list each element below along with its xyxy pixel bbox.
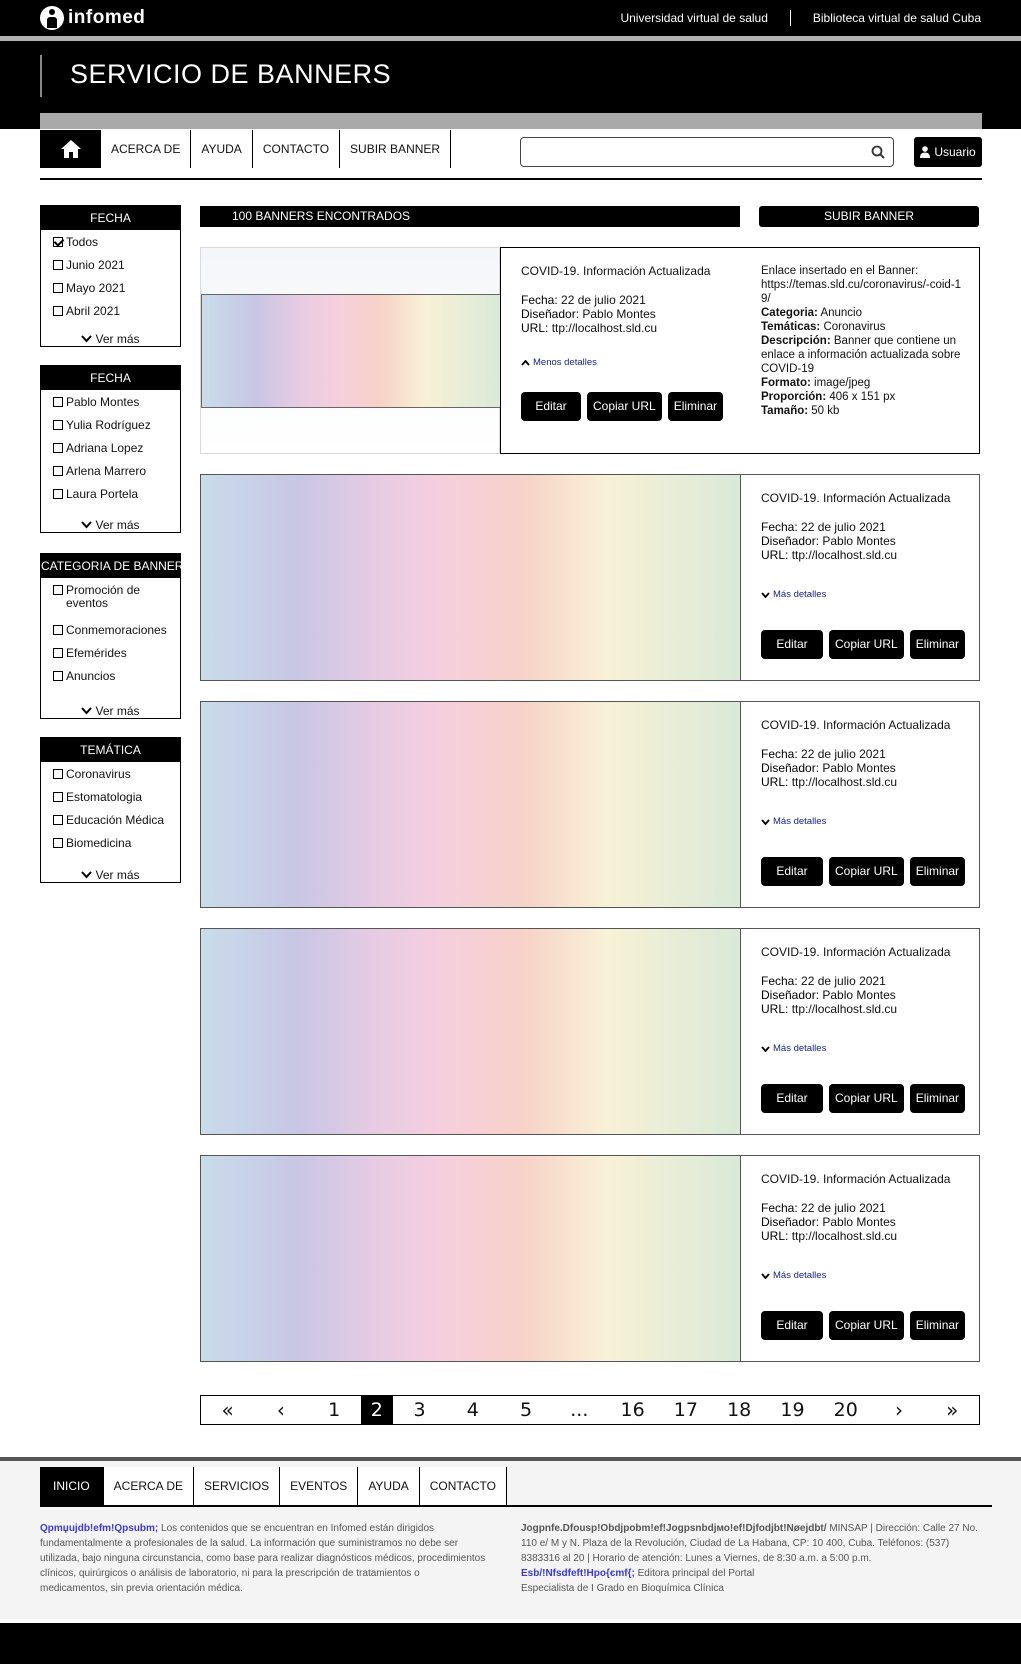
- checkbox[interactable]: [53, 625, 63, 635]
- filter-option[interactable]: [53, 814, 180, 827]
- meta-label: Diseñador:: [761, 534, 820, 548]
- user-icon: [920, 146, 930, 158]
- filter-option-label: Estomatologia: [66, 790, 143, 804]
- page-title: SERVICIO DE BANNERS: [70, 59, 392, 89]
- copy-url-button[interactable]: Copiar URL: [829, 630, 904, 659]
- filter-disenador: [40, 365, 181, 533]
- banner-link[interactable]: https://temas.sld.cu/coronavirus/-coid-19/: [761, 279, 962, 305]
- banner-title: COVID-19. Información Actualizada: [761, 945, 951, 959]
- chevron-down-icon: [81, 521, 92, 529]
- checkbox[interactable]: [53, 648, 63, 658]
- meta-label: Formato:: [761, 377, 811, 389]
- toggle-label: Menos detalles: [533, 357, 597, 368]
- meta-value: image/jpeg: [814, 377, 871, 389]
- filter-option-label: Efemérides: [66, 646, 127, 660]
- banner-preview-area: [200, 247, 500, 454]
- chevron-down-icon: [761, 1273, 770, 1279]
- banner-image[interactable]: [201, 929, 741, 1134]
- home-icon: [60, 139, 82, 159]
- filter-option-label: Anuncios: [66, 669, 116, 683]
- prev-page-button[interactable]: ‹: [276, 1398, 285, 1422]
- filter-option-label: Pablo Montes: [66, 395, 140, 409]
- footer-nav-eventos[interactable]: EVENTOS: [280, 1467, 358, 1505]
- meta-label: Tamaño:: [761, 405, 809, 417]
- infomed-logo[interactable]: [40, 5, 145, 31]
- link-universidad-virtual[interactable]: Universidad virtual de salud: [620, 11, 768, 25]
- filter-option-label: Mayo 2021: [66, 281, 126, 295]
- meta-label: URL:: [761, 1002, 789, 1016]
- meta-label: Fecha:: [521, 293, 558, 307]
- less-details-toggle[interactable]: [521, 357, 731, 368]
- filter-option-label: Todos: [66, 235, 99, 249]
- banner-actions: [761, 857, 965, 886]
- meta-label: Temáticas:: [761, 321, 821, 333]
- chevron-down-icon: [761, 819, 770, 825]
- edit-button[interactable]: Editar: [761, 857, 823, 886]
- filter-tematica: [40, 737, 181, 883]
- banner-details: [500, 247, 980, 454]
- chevron-down-icon: [761, 592, 770, 598]
- page-button[interactable]: 16: [620, 1399, 645, 1421]
- nav-ayuda[interactable]: AYUDA: [191, 130, 252, 168]
- first-page-button[interactable]: «: [221, 1398, 234, 1422]
- page-button[interactable]: 1: [328, 1399, 341, 1421]
- meta-value: 50 kb: [811, 405, 840, 417]
- banner-title: COVID-19. Información Actualizada: [761, 491, 951, 505]
- delete-button[interactable]: Eliminar: [910, 857, 965, 886]
- hero-strip: [40, 113, 982, 129]
- page-button[interactable]: 3: [413, 1399, 426, 1421]
- meta-value: 22 de julio 2021: [801, 1201, 886, 1215]
- meta-value: Pablo Montes: [822, 988, 896, 1002]
- more-details-toggle[interactable]: [761, 1043, 826, 1054]
- footer-nav-ayuda[interactable]: AYUDA: [358, 1467, 419, 1505]
- meta-label: Fecha:: [761, 974, 798, 988]
- footer-nav-acerca-de[interactable]: ACERCA DE: [104, 1467, 194, 1505]
- upload-banner-button[interactable]: SUBIR BANNER: [759, 206, 979, 227]
- banner-image[interactable]: [201, 475, 741, 680]
- link-biblioteca-virtual[interactable]: Biblioteca virtual de salud Cuba: [812, 11, 981, 25]
- nav-contacto[interactable]: CONTACTO: [253, 130, 340, 168]
- checkbox[interactable]: [53, 420, 63, 430]
- filter-option[interactable]: [53, 465, 180, 478]
- checkbox[interactable]: [53, 466, 63, 476]
- meta-value: ttp://localhost.sld.cu: [791, 1229, 898, 1243]
- meta-value: Pablo Montes: [582, 307, 656, 321]
- chevron-up-icon: [521, 360, 530, 366]
- footer-editor-text: Editora principal del Portal: [637, 1568, 755, 1579]
- meta-label: Fecha:: [761, 520, 798, 534]
- meta-label: URL:: [761, 1229, 789, 1243]
- checkbox[interactable]: [53, 260, 63, 270]
- ver-mas-link[interactable]: [41, 867, 180, 882]
- page-button-current[interactable]: 2: [361, 1396, 393, 1424]
- chevron-down-icon: [81, 871, 92, 879]
- filter-option[interactable]: [53, 396, 180, 409]
- filter-option[interactable]: [53, 488, 180, 501]
- checkbox[interactable]: [53, 283, 63, 293]
- meta-value: ttp://localhost.sld.cu: [791, 1002, 898, 1016]
- delete-button[interactable]: Eliminar: [910, 1311, 965, 1340]
- page-button[interactable]: 17: [673, 1399, 698, 1421]
- checkbox[interactable]: [53, 585, 63, 595]
- banner-actions: [761, 1311, 965, 1340]
- checkbox[interactable]: [53, 769, 63, 779]
- meta-value: 22 de julio 2021: [801, 747, 886, 761]
- filter-option[interactable]: [53, 282, 180, 295]
- meta-label: URL:: [521, 321, 549, 335]
- copy-url-button[interactable]: Copiar URL: [829, 1311, 904, 1340]
- user-button-label: Usuario: [934, 145, 976, 159]
- checkbox[interactable]: [53, 443, 63, 453]
- meta-label: Descripción:: [761, 335, 831, 347]
- copy-url-button[interactable]: Copiar URL: [587, 392, 662, 421]
- banner-info: [761, 945, 971, 1016]
- banner-extra-details: [761, 264, 966, 418]
- banner-info: [761, 1172, 971, 1243]
- meta-label: Categoria:: [761, 307, 818, 319]
- meta-label: Diseñador:: [761, 988, 820, 1002]
- title-accent-bar: [40, 55, 42, 97]
- copy-url-button[interactable]: Copiar URL: [829, 857, 904, 886]
- banner-actions: [761, 630, 965, 659]
- edit-button[interactable]: Editar: [761, 1311, 823, 1340]
- meta-value: Pablo Montes: [822, 761, 896, 775]
- pagination: [200, 1395, 980, 1425]
- footer-editor-title: Esb/!Nfsdfeft!Hpo{єmf{;: [521, 1568, 635, 1579]
- ver-mas-label: Ver más: [95, 517, 140, 532]
- filter-option[interactable]: [53, 236, 180, 249]
- page-button[interactable]: 20: [833, 1399, 858, 1421]
- meta-label: Enlace insertado en el Banner:: [761, 265, 919, 277]
- meta-value: Pablo Montes: [822, 1215, 896, 1229]
- page-button[interactable]: 5: [520, 1399, 533, 1421]
- checkbox[interactable]: [53, 792, 63, 802]
- next-page-button[interactable]: ›: [895, 1398, 904, 1422]
- meta-value: ttp://localhost.sld.cu: [791, 775, 898, 789]
- nav-acerca-de[interactable]: ACERCA DE: [101, 130, 191, 168]
- filter-title: TEMÁTICA: [41, 738, 180, 762]
- filter-option-label: Junio 2021: [66, 258, 125, 272]
- edit-button[interactable]: Editar: [761, 1084, 823, 1113]
- banner-card: [200, 701, 980, 908]
- page-ellipsis: ...: [570, 1399, 589, 1421]
- meta-label: Proporción:: [761, 391, 827, 403]
- banner-meta: [761, 974, 971, 1016]
- banner-card-expanded: [200, 247, 980, 454]
- delete-button[interactable]: Eliminar: [910, 1084, 965, 1113]
- ver-mas-link[interactable]: [41, 331, 180, 346]
- chevron-down-icon: [81, 335, 92, 343]
- filter-option-label: Biomedicina: [66, 836, 132, 850]
- top-bar: [0, 0, 1021, 36]
- top-links: [620, 10, 981, 26]
- more-details-toggle[interactable]: [761, 589, 826, 600]
- filter-option[interactable]: [53, 584, 180, 610]
- ver-mas-label: Ver más: [95, 867, 140, 882]
- disclaimer-title: Qpmџujdb!efm!Qpsubm;: [40, 1523, 159, 1534]
- filter-fecha: [40, 205, 181, 347]
- meta-value: Coronavirus: [823, 321, 886, 333]
- main-navbar: [40, 130, 982, 180]
- ver-mas-link[interactable]: [41, 703, 180, 718]
- toggle-label: Más detalles: [773, 589, 827, 600]
- last-page-button[interactable]: »: [946, 1398, 959, 1422]
- meta-value: ttp://localhost.sld.cu: [791, 548, 898, 562]
- filter-option[interactable]: [53, 768, 180, 781]
- footer-nav-inicio[interactable]: INICIO: [40, 1467, 104, 1505]
- search-input[interactable]: [520, 137, 894, 167]
- banner-image[interactable]: [201, 294, 501, 408]
- meta-label: Diseñador:: [761, 761, 820, 775]
- meta-value: 406 x 151 px: [829, 391, 896, 403]
- delete-button[interactable]: Eliminar: [910, 630, 965, 659]
- meta-label: URL:: [761, 548, 789, 562]
- copy-url-button[interactable]: Copiar URL: [829, 1084, 904, 1113]
- meta-label: Fecha:: [761, 747, 798, 761]
- filter-option[interactable]: [53, 791, 180, 804]
- user-button[interactable]: [914, 137, 982, 167]
- filter-title: FECHA: [41, 366, 180, 390]
- ver-mas-link[interactable]: [41, 517, 180, 532]
- toggle-label: Más detalles: [773, 816, 827, 827]
- disclaimer-text: Los contenidos que se encuentran en Infomed están dirigidos fundamentalmente a profesionales de la salud. La información que suministramos no debe ser utilizada, bajo ninguna circunstancia, como base para realizar diagnósticos médicos, procedimientos clínicos, quirúrgicos o análisis de laboratorio, ni para la prescripción de tratamientos o medicamentos, sin previa orientación médica.: [40, 1523, 486, 1594]
- footer-center-title: Jogpnfe.Dfousp!Obdjpobm!ef!Jogpsnbdjмо!ef!Djfodjbt!Nøejdbt/: [521, 1523, 827, 1534]
- filter-title: CATEGORIA DE BANNER: [41, 554, 180, 578]
- footer-contact: [521, 1521, 981, 1596]
- top-links-divider: [790, 10, 791, 26]
- filter-option[interactable]: [53, 442, 180, 455]
- banner-title: COVID-19. Información Actualizada: [761, 1172, 951, 1186]
- page-button[interactable]: 19: [780, 1399, 805, 1421]
- filter-option-label: Conmemoraciones: [66, 623, 167, 637]
- banner-title: COVID-19. Información Actualizada: [521, 264, 711, 278]
- more-details-toggle[interactable]: [761, 816, 826, 827]
- checkbox-checked[interactable]: [53, 237, 63, 247]
- chevron-down-icon: [761, 1046, 770, 1052]
- ver-mas-label: Ver más: [95, 703, 140, 718]
- banner-card: [200, 474, 980, 681]
- edit-button[interactable]: Editar: [761, 630, 823, 659]
- meta-value: Anuncio: [820, 307, 862, 319]
- meta-value: Banner que contiene un enlace a información actualizada sobre COVID-19: [761, 335, 961, 375]
- toggle-label: Más detalles: [773, 1270, 827, 1281]
- filter-option[interactable]: [53, 670, 180, 683]
- banner-meta: [761, 520, 971, 562]
- nav-items: [101, 130, 451, 168]
- filter-option-label: Promoción de eventos: [66, 583, 141, 610]
- filter-option[interactable]: [53, 837, 180, 850]
- checkbox[interactable]: [53, 397, 63, 407]
- meta-label: Diseñador:: [761, 1215, 820, 1229]
- meta-label: URL:: [761, 775, 789, 789]
- meta-value: ttp://localhost.sld.cu: [551, 321, 658, 335]
- delete-button[interactable]: Eliminar: [668, 392, 723, 421]
- home-button[interactable]: [40, 130, 101, 168]
- banner-meta: [761, 1201, 971, 1243]
- banner-card: [200, 1155, 980, 1362]
- filter-option[interactable]: [53, 419, 180, 432]
- filter-option-label: Educación Médica: [66, 813, 165, 827]
- meta-value: Pablo Montes: [822, 534, 896, 548]
- footer-divider: [40, 1505, 992, 1507]
- infomed-logo-icon: [40, 6, 64, 30]
- filter-option-label: Adriana Lopez: [66, 441, 144, 455]
- filter-option-label: Abril 2021: [66, 304, 121, 318]
- meta-value: 22 de julio 2021: [561, 293, 646, 307]
- banner-card: [200, 928, 980, 1135]
- filter-option[interactable]: [53, 259, 180, 272]
- page-button[interactable]: 18: [727, 1399, 752, 1421]
- footer-nav: [40, 1467, 507, 1505]
- checkbox[interactable]: [53, 489, 63, 499]
- footer-editor-sub: Especialista de I Grado en Bioquímica Clínica: [521, 1583, 724, 1594]
- banner-info: [761, 718, 971, 789]
- footer-center-text: MINSAP | Dirección: Calle 27 No. 110 e/ M y N. Plaza de la Revolución, Ciudad de La Habana, CP: 10 400, Cuba. Teléfonos: (537) 8383316 al 20 | Horario de atención: Lunes a Viernes, de 8:30 a.m. a 5:00 p.m.: [521, 1523, 978, 1564]
- filter-option-label: Laura Portela: [66, 487, 139, 501]
- banner-image[interactable]: [201, 1156, 741, 1361]
- banner-info: [761, 491, 971, 562]
- banner-meta: [761, 747, 971, 789]
- chevron-down-icon: [81, 707, 92, 715]
- banner-actions: [761, 1084, 965, 1113]
- toggle-label: Más detalles: [773, 1043, 827, 1054]
- footer-nav-contacto[interactable]: CONTACTO: [420, 1467, 507, 1505]
- footer-bottom-bar: [0, 1623, 1021, 1664]
- meta-value: 22 de julio 2021: [801, 974, 886, 988]
- filter-option-label: Coronavirus: [66, 767, 131, 781]
- banner-image[interactable]: [201, 702, 741, 907]
- filter-option[interactable]: [53, 624, 180, 637]
- filter-option-label: Arlena Marrero: [66, 464, 147, 478]
- filter-title: FECHA: [41, 206, 180, 230]
- results-count: 100 BANNERS ENCONTRADOS: [200, 206, 740, 227]
- meta-label: Fecha:: [761, 1201, 798, 1215]
- filter-option[interactable]: [53, 647, 180, 660]
- checkbox[interactable]: [53, 815, 63, 825]
- nav-subir-banner[interactable]: SUBIR BANNER: [340, 130, 451, 168]
- banner-actions: [521, 392, 731, 421]
- checkbox[interactable]: [53, 306, 63, 316]
- meta-label: Diseñador:: [521, 307, 580, 321]
- filter-option-label: Yulia Rodríguez: [66, 418, 151, 432]
- search-icon[interactable]: [871, 145, 885, 159]
- footer: [0, 1457, 1021, 1619]
- more-details-toggle[interactable]: [761, 1270, 826, 1281]
- banner-meta: [521, 293, 731, 335]
- logo-text: infomed: [68, 7, 146, 28]
- filter-option[interactable]: [53, 305, 180, 318]
- ver-mas-label: Ver más: [95, 331, 140, 346]
- page-button[interactable]: 4: [466, 1399, 479, 1421]
- hero-header: [0, 41, 1021, 129]
- footer-disclaimer: [40, 1521, 490, 1596]
- checkbox[interactable]: [53, 838, 63, 848]
- checkbox[interactable]: [53, 671, 63, 681]
- footer-nav-servicios[interactable]: SERVICIOS: [194, 1467, 280, 1505]
- edit-button[interactable]: Editar: [521, 392, 581, 421]
- banner-title: COVID-19. Información Actualizada: [761, 718, 951, 732]
- filter-categoria: [40, 553, 184, 719]
- meta-value: 22 de julio 2021: [801, 520, 886, 534]
